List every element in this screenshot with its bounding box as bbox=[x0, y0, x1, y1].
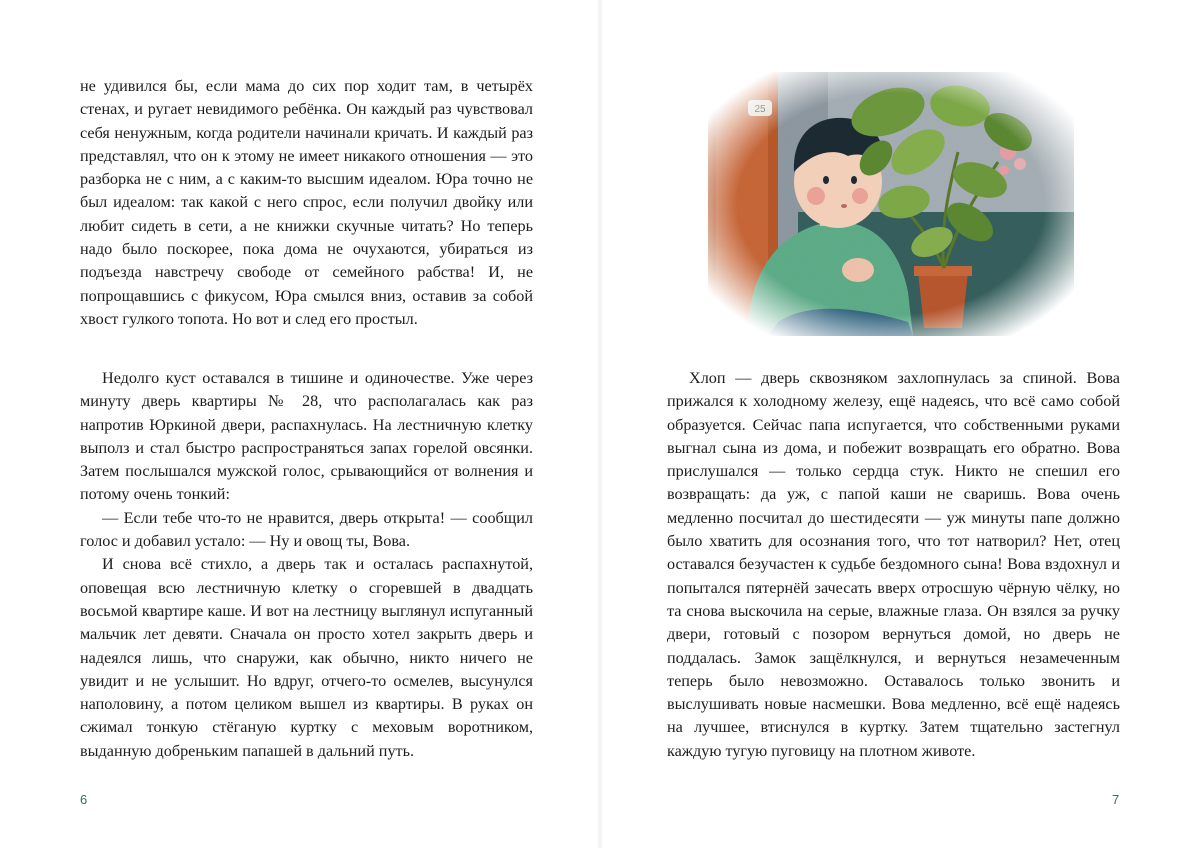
paragraph: — Если тебе что-то не нравится, дверь открыта! — сообщил голос и добавил устало: — Ну и овощ ты, Вова. bbox=[80, 508, 533, 551]
paragraph: И снова всё стихло, а дверь так и осталась распахнутой, оповещая всю лестничную клетку о сгоревшей в двадцать восьмой квартире каше. И вот на лестницу выглянул испуганный мальчик лет девяти. Сначала он просто хотел закрыть дверь и надеялся лишь, что снаружи, как обычно, никто ничего не увидит и не услышит. Но вдруг, отчего-то осмелев, высунулся наполовину, а потом целиком вышел из квартиры. В руках он сжимал тонкую стёганую куртку с меховым воротником, выданную добреньким папашей в дальний путь. bbox=[80, 555, 533, 760]
illustration-boy-with-plant bbox=[708, 72, 1074, 336]
paragraph: не удивился бы, если мама до сих пор ходит там, в четырёх стенах, и ругает невидимого ребёнка. Он каждый раз чувствовал себя ненужным, когда родители начинали кричать. И каждый раз представлял, что он к этому не имеет никакого отношения — это разборка не с ним, а с каким-то высшим идеалом. Юра точно не был идеалом: так какой с него спрос, если получил двойку или любит сидеть в сети, а не книжки скучные читать? Но теперь надо было поскорее, пока дома не очухаются, убираться из подъезда навстречу свободе от семейного рабства! И, не попрощавшись с фикусом, Юра смылся вниз, оставив за собой хвост гулкого топота. Но вот и след его простыл. bbox=[80, 77, 533, 328]
page-number-right: 7 bbox=[1112, 792, 1120, 807]
paragraph: Хлоп — дверь сквозняком захлопнулась за спиной. Вова прижался к холодному железу, ещё надеясь, что всё само собой образуется. Сейчас папа испугается, что собственными руками выгнал сына из дома, и побежит возвращать его обратно. Вова прислушался — только сердца стук. Никто не спешил его возвращать: да уж, с папой каши не сваришь. Вова очень медленно посчитал до шестидесяти — уж минуты папе должно было хватить для осознания того, что тот натворил? Нет, отец оставался безучастен к судьбе бездомного сына! Вова вздохнул и попытался пятернёй зачесать вверх отросшую чёрную чёлку, но та снова выскочила на серые, влажные глаза. Он взялся за ручку двери, готовый с позором вернуться домой, но дверь не поддалась. Замок защёлкнулся, и вернуться незамеченным теперь было невозможно. Оставалось только звонить и выслушивать новые насмешки. Вова медленно, всё ещё надеясь на лучшее, втиснулся в куртку. Затем тщательно застегнул каждую тугую пуговицу на плотном животе. bbox=[667, 369, 1120, 760]
right-text-block-1 bbox=[667, 367, 1120, 763]
paragraph: Недолго куст оставался в тишине и одиночестве. Уже через минуту дверь квартиры № 28, что располагалась как раз напротив Юркиной двери, распахнулась. На лестничную клетку выполз и стал быстро распространяться запах горелой овсянки. Затем послышался мужской голос, срывающийся от волнения и потому очень тонкий: bbox=[80, 369, 533, 504]
page-number-left: 6 bbox=[80, 792, 88, 807]
